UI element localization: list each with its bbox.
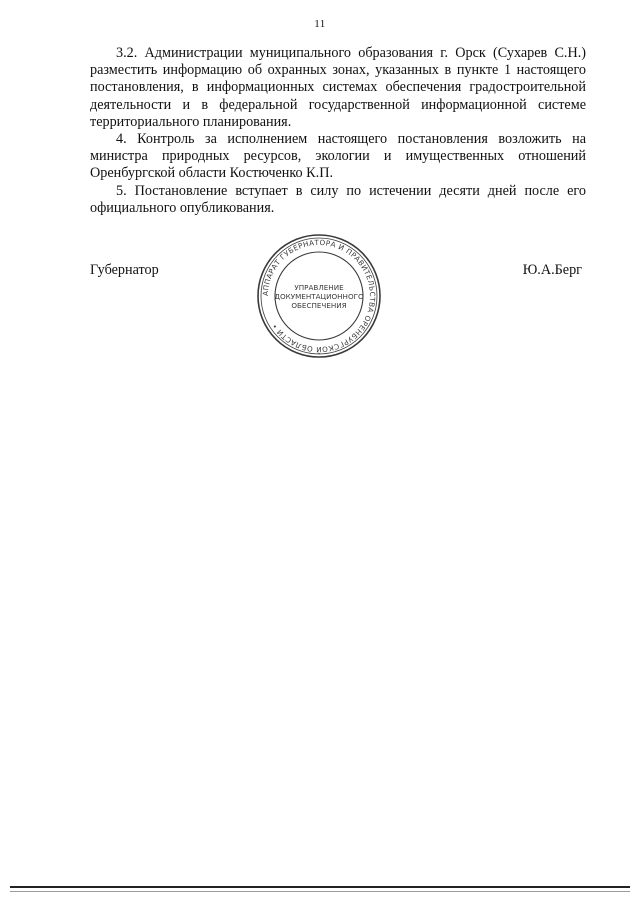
bottom-border-line-faint [10,891,630,892]
paragraph-5: 5. Постановление вступает в силу по истечении десяти дней после его официального опубликования. [90,182,586,216]
paragraph-3-2: 3.2. Администрации муниципального образования г. Орск (Сухарев С.Н.) разместить информацию об охранных зонах, указанных в пункте 1 настоящего постановления, в информационных системах обеспечения градостроительной деятельности и в федеральной государственной информационной системе территориального планирования. [90,45,586,130]
bottom-border-line [10,886,630,888]
signer-name: Ю.А.Берг [522,262,582,278]
svg-text:ОБЕСПЕЧЕНИЯ: ОБЕСПЕЧЕНИЯ [291,301,347,310]
official-stamp [254,231,384,361]
paragraph-4: 4. Контроль за исполнением настоящего постановления возложить на министра природных ресурсов, экологии и имущественных отношений Оренбургской области Костюченко К.П. [90,131,586,182]
document-body [90,45,586,217]
svg-text:УПРАВЛЕНИЕ: УПРАВЛЕНИЕ [294,283,344,292]
signature-block [90,262,586,282]
stamp-seal-graphic [254,231,384,361]
svg-text:ДОКУМЕНТАЦИОННОГО: ДОКУМЕНТАЦИОННОГО [274,292,364,301]
svg-text:АППАРАТ ГУБЕРНАТОРА И ПРАВИТЕЛ: АППАРАТ ГУБЕРНАТОРА И ПРАВИТЕЛЬСТВА ОРЕНБУРГСКОЙ ОБЛАСТИ • [260,237,378,355]
page-number: 11 [314,18,326,30]
signer-title: Губернатор [90,262,159,278]
